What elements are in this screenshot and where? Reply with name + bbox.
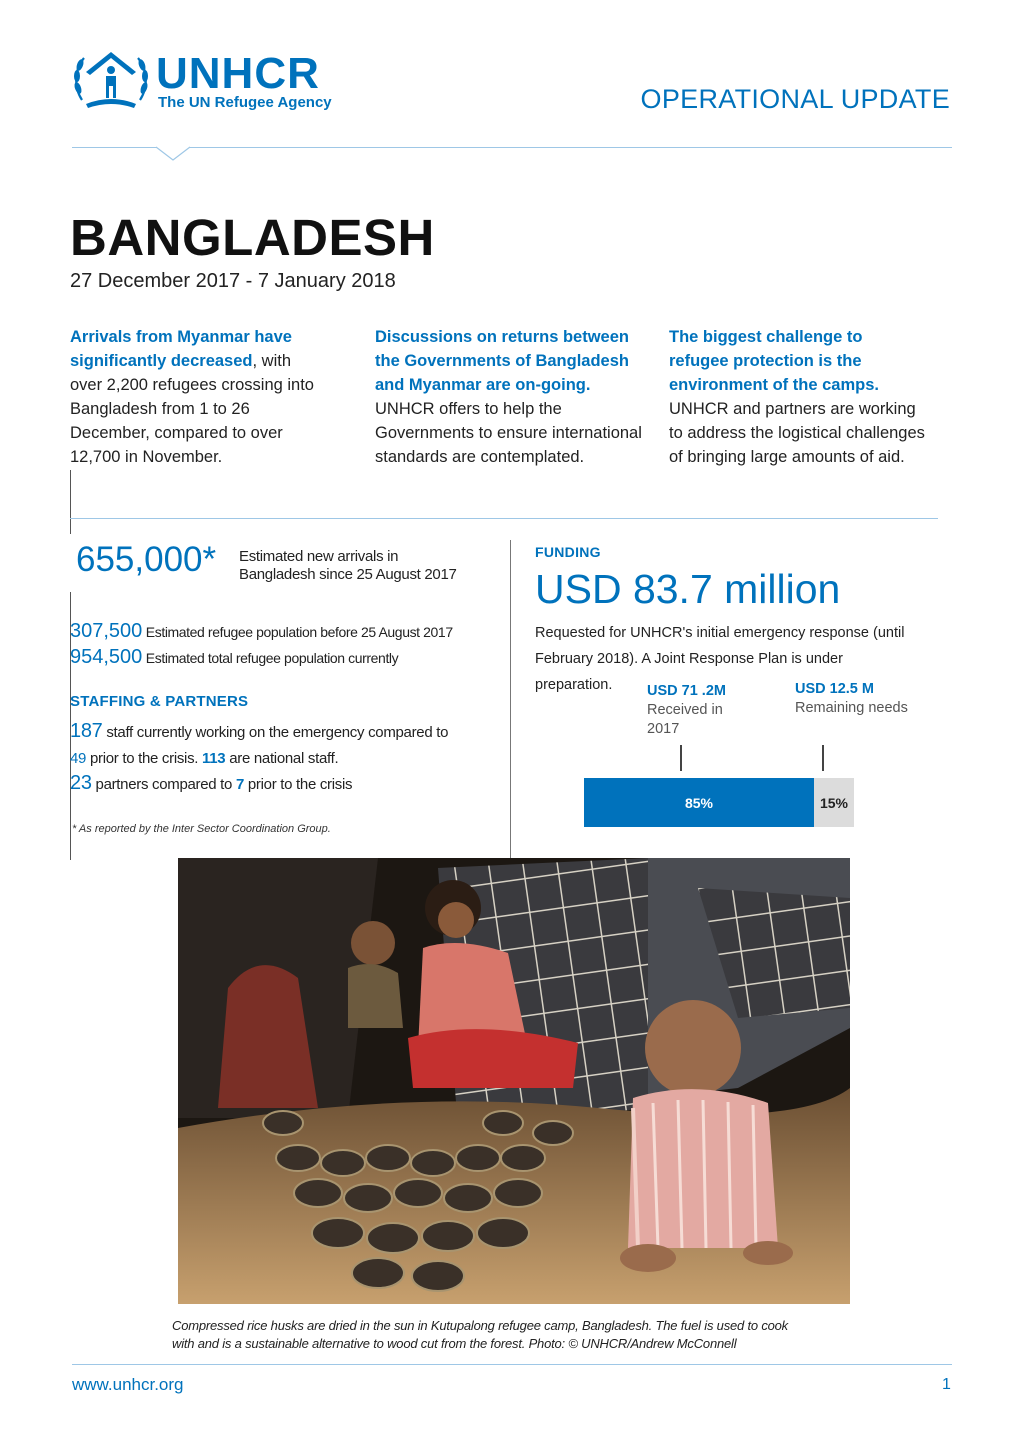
funding-bar-received [584, 778, 814, 827]
logo-wordmark: UNHCR [156, 49, 320, 98]
received-amount: USD 71 .2M [647, 683, 726, 699]
stat-value: 307,500 [70, 620, 143, 642]
highlight-3-line-2: to address the logistical challenges [669, 424, 925, 442]
new-arrivals-figure: 655,000* [76, 540, 217, 579]
column-divider [510, 540, 511, 858]
unhcr-emblem-icon [72, 48, 150, 110]
highlight-3-bold-1: The biggest challenge to [669, 328, 863, 346]
footer-divider [72, 1364, 952, 1365]
highlight-2-bold-3: and Myanmar are on-going. [375, 376, 591, 394]
highlight-3-line-1: UNHCR and partners are working [669, 400, 916, 418]
remaining-tick [822, 745, 824, 771]
highlight-2-line-3: standards are contemplated. [375, 448, 585, 466]
funding-text-2: February 2018). A Joint Response Plan is under [535, 651, 843, 667]
national-staff-count: 113 [202, 750, 226, 767]
left-rule-top [70, 470, 71, 534]
report-period: 27 December 2017 - 7 January 2018 [70, 270, 396, 292]
staff-text-3: are national staff. [225, 750, 339, 767]
highlight-3-line-3: of bringing large amounts of aid. [669, 448, 905, 466]
highlight-1-line-4: 12,700 in November. [70, 448, 223, 466]
photo-illustration [178, 858, 850, 1304]
remaining-pct: 15% [819, 794, 849, 811]
footnote: * As reported by the Inter Sector Coordination Group. [72, 823, 331, 835]
staff-prior-count: 49 [70, 750, 87, 767]
highlight-1-line-2: Bangladesh from 1 to 26 [70, 400, 250, 418]
logo-tagline: The UN Refugee Agency [158, 94, 332, 111]
new-arrivals-label-2: Bangladesh since 25 August 2017 [239, 566, 457, 583]
new-arrivals-label [239, 548, 499, 584]
funding-bar-remaining [814, 778, 854, 827]
stat-label: Estimated refugee population before 25 August 2017 [145, 624, 453, 640]
funding-total: USD 83.7 million [535, 566, 841, 612]
unhcr-logo [72, 48, 342, 118]
staffing-heading: STAFFING & PARTNERS [70, 693, 249, 710]
funding-heading: FUNDING [535, 544, 601, 560]
photo-caption-line-1: Compressed rice husks are dried in the sun in Kutupalong refugee camp, Bangladesh. The fuel is used to cook [172, 1318, 788, 1333]
section-divider [70, 518, 938, 519]
highlight-1-bold-tail: , with [252, 352, 292, 370]
funding-text-3: preparation. [535, 677, 613, 693]
stat-row-total [70, 646, 398, 669]
highlight-3-bold-2: refugee protection is the [669, 352, 862, 370]
highlight-3 [669, 325, 954, 469]
highlight-2 [375, 325, 660, 469]
remaining-label-text: Remaining needs [795, 700, 908, 716]
received-label [647, 682, 726, 739]
funding-text-1: Requested for UNHCR's initial emergency response (until [535, 625, 905, 641]
header-notch-icon [156, 146, 190, 162]
document-type: OPERATIONAL UPDATE [640, 84, 950, 114]
highlight-1-line-3: December, compared to over [70, 424, 283, 442]
partners-line [70, 772, 352, 795]
staff-text-2: prior to the crisis. [86, 750, 203, 767]
remaining-label [795, 680, 908, 718]
photo-caption-line-2: with and is a sustainable alternative to wood cut from the forest. Photo: © UNHCR/Andrew McConnell [172, 1336, 737, 1351]
received-pct: 85% [684, 794, 714, 811]
stat-row-before [70, 620, 453, 643]
staff-line-2 [70, 750, 338, 767]
received-label-2: 2017 [647, 721, 680, 737]
highlight-2-line-1: UNHCR offers to help the [375, 400, 562, 418]
photo-caption [172, 1317, 872, 1353]
highlight-1-bold-1: Arrivals from Myanmar have [70, 328, 292, 346]
highlight-2-bold-1: Discussions on returns between [375, 328, 629, 346]
highlight-2-line-2: Governments to ensure international [375, 424, 642, 442]
highlight-1 [70, 325, 345, 469]
new-arrivals-label-1: Estimated new arrivals in [239, 548, 399, 565]
received-label-1: Received in [647, 702, 723, 718]
photo-rice-husks [178, 858, 850, 1304]
website-link[interactable]: www.unhcr.org [72, 1375, 184, 1394]
stat-value: 954,500 [70, 646, 143, 668]
staff-line-1 [70, 720, 448, 743]
highlight-3-bold-3: environment of the camps. [669, 376, 879, 394]
page-title: BANGLADESH [70, 209, 435, 266]
staff-count: 187 [70, 720, 103, 742]
page-number: 1 [942, 1376, 951, 1393]
remaining-amount: USD 12.5 M [795, 681, 874, 697]
stat-label: Estimated total refugee population currently [145, 650, 399, 666]
staff-text-1: staff currently working on the emergency compared to [102, 724, 449, 741]
partners-text-2: prior to the crisis [244, 776, 353, 793]
highlight-1-line-1: over 2,200 refugees crossing into [70, 376, 314, 394]
received-tick [680, 745, 682, 771]
partners-count: 23 [70, 772, 92, 794]
highlight-2-bold-2: the Governments of Bangladesh [375, 352, 629, 370]
header-divider [72, 147, 952, 148]
partners-prior-count: 7 [235, 776, 245, 793]
partners-text-1: partners compared to [91, 776, 236, 793]
highlight-1-bold-2: significantly decreased [70, 352, 253, 370]
